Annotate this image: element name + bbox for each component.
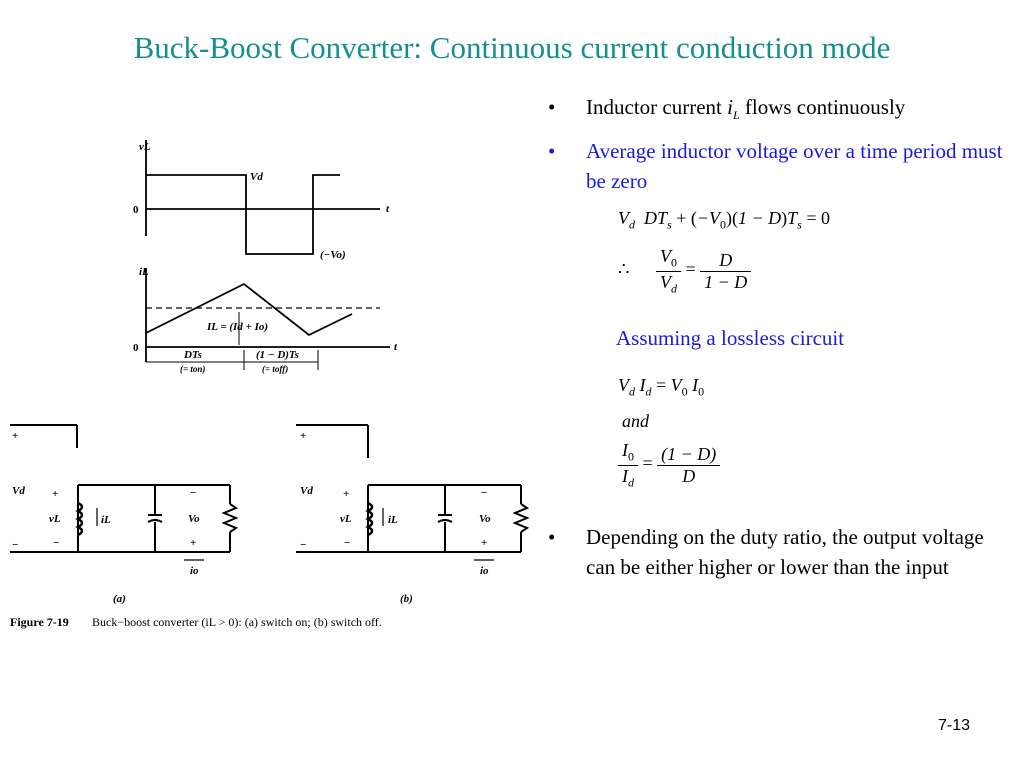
- circuit-b-plus-c: +: [481, 537, 488, 549]
- eq3-d-sub: d: [629, 384, 635, 399]
- eq4-num-left-sub: 0: [628, 449, 634, 464]
- circuit-a-Vo: Vo: [188, 513, 200, 525]
- circuit-a-minus: −: [12, 539, 19, 551]
- eq2-den-right: 1 − D: [704, 271, 748, 292]
- voltage-waveform: [146, 140, 380, 254]
- circuit-a: [10, 425, 236, 560]
- equation-3: $V_d$ $I_d = V_0$ $I_0$: [618, 375, 705, 399]
- figure-caption-text: Buck−boost converter (iL > 0): (a) switch on; (b) switch off.: [92, 615, 382, 629]
- slide-title: Buck-Boost Converter: Continuous current conduction mode: [133, 30, 891, 65]
- eq1-equals-zero: = 0: [806, 208, 830, 228]
- label-iL: iL: [139, 266, 149, 278]
- bullet-1: [548, 92, 1018, 130]
- bullet-3-text: Depending on the duty ratio, the output voltage can be either higher or lower than the input: [586, 525, 984, 579]
- circuit-a-minus-l: −: [53, 537, 60, 549]
- eq1-DT: DT: [644, 208, 668, 228]
- circuit-a-plus-l: +: [52, 488, 59, 500]
- eq2-equals: =: [685, 259, 696, 280]
- bullet-2-text: Average inductor voltage over a time period must be zero: [586, 139, 1003, 194]
- eq4-num-right: (1 − D): [657, 444, 720, 466]
- label-t-2: t: [394, 341, 398, 353]
- and-text: and: [622, 411, 649, 431]
- bullet-1-var: i: [727, 95, 733, 119]
- circuit-b-plus: +: [300, 430, 307, 442]
- eq3-zero-sub: 0: [681, 384, 688, 399]
- assumption-text: Assuming a lossless circuit: [616, 326, 845, 350]
- circuit-b-iL: iL: [388, 514, 398, 526]
- eq2-den-left: V: [659, 271, 671, 292]
- bullet-3: [548, 522, 1018, 582]
- label-zero-2: 0: [133, 342, 139, 354]
- circuit-a-minus-c: −: [190, 487, 197, 499]
- eq2-num-left-sub: 0: [670, 255, 677, 270]
- circuit-b-label: (b): [400, 593, 413, 605]
- label-DTs: DTs: [184, 349, 202, 361]
- label-toff: (= toff): [262, 364, 289, 374]
- eq1-T: T: [787, 208, 798, 228]
- eq1-neg-V: −V: [696, 208, 720, 228]
- bullet-dot: •: [548, 525, 556, 549]
- eq4-den-left-sub: d: [628, 475, 634, 490]
- circuit-a-vL: vL: [49, 513, 61, 525]
- eq1-plus: +: [676, 208, 687, 228]
- circuit-a-io: io: [190, 565, 199, 577]
- label-ton: (= ton): [180, 364, 206, 374]
- label-neg-Vo: (−Vo): [320, 249, 346, 261]
- circuit-b-plus-l: +: [343, 488, 350, 500]
- circuit-b-vL: vL: [340, 513, 352, 525]
- circuit-a-plus: +: [12, 430, 19, 442]
- circuit-a-plus-c: +: [190, 537, 197, 549]
- figure-caption-label: Figure 7-19: [10, 615, 69, 629]
- label-Vd: Vd: [250, 171, 263, 183]
- eq1-one-minus-D: 1 − D: [738, 208, 782, 228]
- circuit-a-Vd: Vd: [12, 485, 25, 497]
- eq3-I: I: [639, 375, 646, 395]
- circuit-a-iL: iL: [101, 514, 111, 526]
- eq2-num-left: V: [659, 246, 671, 266]
- eq4-frac-left: [618, 440, 638, 490]
- equation-2: [618, 246, 751, 296]
- eq2-therefore: ∴: [618, 259, 630, 280]
- label-vL: vL: [139, 141, 151, 153]
- eq4-num-left: I: [622, 440, 628, 460]
- circuit-a-label: (a): [113, 593, 126, 605]
- bullet-1-text-after: flows continuously: [739, 95, 906, 119]
- figure-7-19: [0, 0, 540, 640]
- eq4-den-left: I: [622, 465, 628, 486]
- eq4-den-right: D: [682, 465, 696, 486]
- circuit-b-Vd: Vd: [300, 485, 313, 497]
- eq1-s-sub: s: [667, 217, 672, 232]
- eq2-den-left-sub: d: [670, 281, 677, 296]
- eq2-num-right: D: [700, 250, 751, 272]
- bullet-dot: •: [548, 95, 556, 119]
- bullet-1-text-before: Inductor current: [586, 95, 728, 119]
- bullet-2: [548, 136, 1018, 196]
- page-number: 7-13: [937, 717, 970, 734]
- circuit-b-io: io: [480, 565, 489, 577]
- eq3-V: V: [618, 375, 629, 395]
- circuit-b-minus: −: [300, 539, 307, 551]
- equation-1: $V_d$ $DT_s + (-V_0)(1 - D)T_s = 0$: [618, 208, 830, 232]
- eq1-d-sub: d: [629, 217, 635, 232]
- eq4-frac-right: [657, 444, 720, 487]
- bullet-list: [548, 92, 1018, 196]
- circuit-b-minus-c: −: [481, 487, 488, 499]
- circuit-b-Vo: Vo: [479, 513, 491, 525]
- eq2-frac-right: [700, 250, 751, 293]
- circuit-b-minus-l: −: [344, 537, 351, 549]
- label-1-D-Ts: (1 − D)Ts: [256, 349, 299, 361]
- eq3-equals: =: [656, 375, 667, 395]
- label-zero-1: 0: [133, 204, 139, 216]
- circuit-b: [296, 425, 527, 560]
- eq2-frac-left: [656, 246, 681, 296]
- bullet-1-var-sub: L: [732, 108, 740, 123]
- eq1-Vd: V: [618, 208, 629, 228]
- eq4-equals: =: [642, 453, 653, 474]
- bullet-dot: •: [548, 139, 556, 164]
- label-t-1: t: [386, 203, 390, 215]
- equation-4: [618, 440, 720, 490]
- eq1-zero-sub: 0: [720, 217, 726, 232]
- label-IL-eq: IL = (Id + Io): [207, 321, 269, 333]
